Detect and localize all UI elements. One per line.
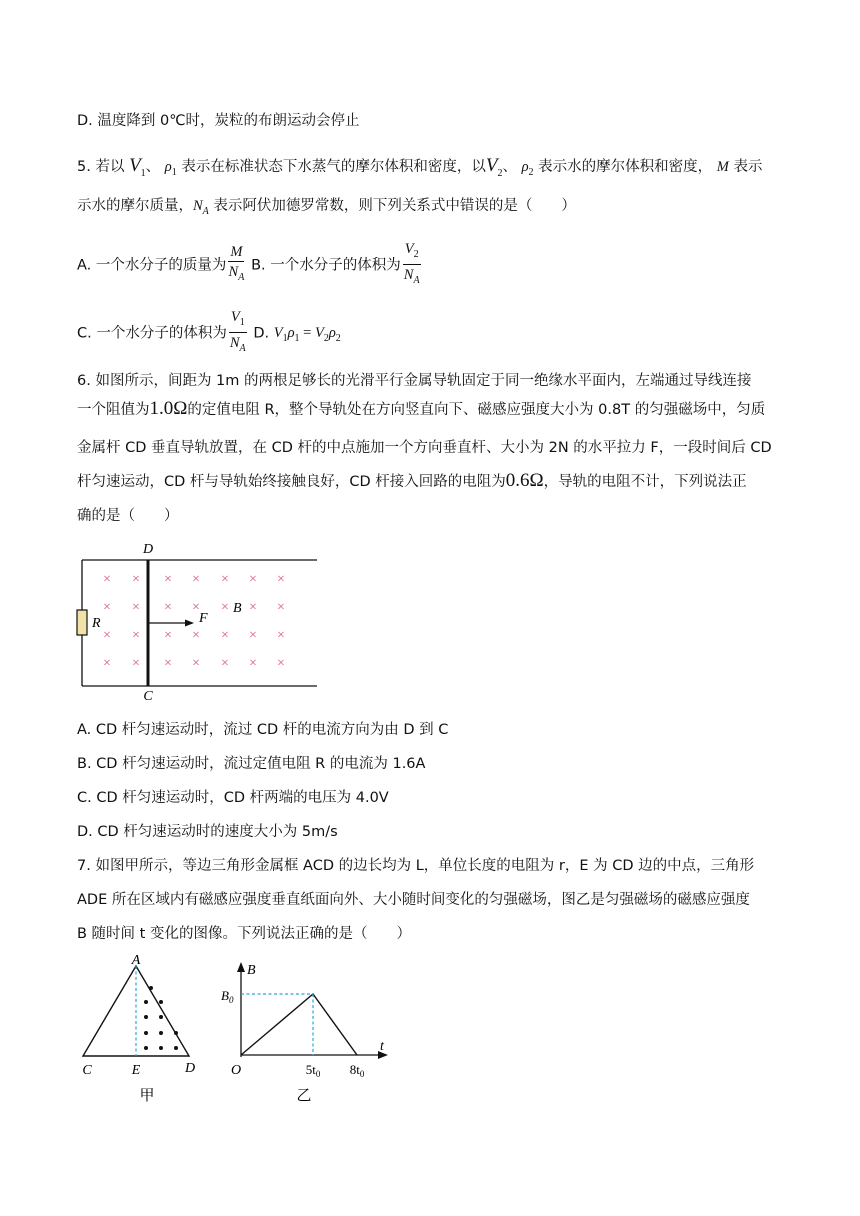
q5-line2 (77, 195, 576, 223)
field-cross: × (277, 600, 285, 615)
field-dot (159, 1015, 163, 1019)
label-c7: C (82, 1063, 92, 1078)
q6-line3: 金属杆 CD 垂直导轨放置，在 CD 杆的中点施加一个方向垂直杆、大小为 2N 的水平拉力 F，一段时间后 CD (77, 440, 772, 456)
q6-option-b: B. CD 杆匀速运动时，流过定值电阻 R 的电流为 1.6A (77, 756, 426, 772)
caption-yi: 乙 (296, 1086, 312, 1104)
q6-line4: 杆匀速运动，CD 杆与导轨始终接触良好，CD 杆接入回路的电阻为0.6Ω，导轨的电阻不计，下列说法正 (77, 470, 747, 491)
label-origin: O (230, 1063, 242, 1078)
label-d: D (142, 542, 154, 557)
symbol-m: M (716, 159, 729, 175)
label-t-axis: t (380, 1039, 384, 1054)
figure-q7-graph (214, 950, 394, 1110)
label-b-axis: B (247, 963, 256, 978)
field-cross: × (221, 656, 229, 671)
field-dot (144, 1000, 148, 1004)
q6-line2: 一个阻值为1.0Ω的定值电阻 R，整个导轨处在方向竖直向下、磁感应强度大小为 0.8T 的匀强磁场中，匀质 (77, 398, 766, 419)
q7-line2: ADE 所在区域内有磁感应强度垂直纸面向外、大小随时间变化的匀强磁场，图乙是匀强磁场的磁感应强度 (77, 892, 750, 908)
symbol-v2: $V_2$ (485, 155, 503, 179)
q6-option-c: C. CD 杆匀速运动时，CD 杆两端的电压为 4.0V (77, 790, 389, 806)
field-cross: × (249, 656, 257, 671)
label-d7: D (184, 1061, 196, 1076)
field-cross: × (192, 600, 200, 615)
field-cross: × (103, 600, 111, 615)
field-cross: × (164, 600, 172, 615)
q5-text: 表示阿伏加德罗常数，则下列关系式中错误的是（ ） (213, 198, 576, 214)
label-f: F (199, 611, 208, 626)
symbol-rho2: $\rho_2$ (521, 159, 534, 178)
label-b0: $B_0$ (221, 988, 234, 1005)
field-cross: × (277, 628, 285, 643)
symbol-v1: $V_1$ (129, 155, 146, 179)
fraction-v1-over-na: $\frac{V_1}{N_A}$ (229, 309, 246, 354)
figure-q6-rails (70, 540, 330, 705)
label-e: E (131, 1063, 141, 1078)
label-r: R (92, 616, 101, 631)
q5-text: 示水的摩尔质量， (77, 198, 193, 214)
resistance-value-r: 1.0Ω (149, 398, 188, 419)
field-cross: × (164, 656, 172, 671)
q5-text: 表示在标准状态下水蒸气的摩尔体积和密度，以 (181, 159, 486, 175)
field-cross: × (103, 628, 111, 643)
field-cross: × (277, 656, 285, 671)
symbol-na: $N_A$ (193, 198, 209, 217)
q5-text: 若以 (95, 159, 125, 175)
field-cross: × (192, 572, 200, 587)
q5-option-c: C. 一个水分子的体积为 (77, 325, 227, 342)
field-dot (149, 986, 153, 990)
q6-line1: 6. 如图所示，间距为 1m 的两根足够长的光滑平行金属导轨固定于同一绝缘水平面内，左端通过导线连接 (77, 373, 752, 389)
label-5t0: $5t_0$ (305, 1062, 321, 1079)
prev-option-d: D. 温度降到 0℃时，炭粒的布朗运动会停止 (77, 113, 360, 129)
label-8t0: $8t_0$ (349, 1062, 365, 1079)
field-dot (174, 1046, 178, 1050)
label-b: B (233, 601, 242, 616)
b-t-curve (241, 994, 357, 1055)
q6-option-a: A. CD 杆匀速运动时，流过 CD 杆的电流方向为由 D 到 C (77, 722, 449, 738)
q5-text: 表示 (733, 159, 763, 175)
field-cross: × (249, 628, 257, 643)
q5-option-a: A. 一个水分子的质量为 (77, 257, 227, 274)
field-cross: × (132, 600, 140, 615)
q6-option-d: D. CD 杆匀速运动时的速度大小为 5m/s (77, 824, 338, 840)
q5-option-b: B. 一个水分子的体积为 (251, 257, 401, 274)
q5-text: 表示水的摩尔体积和密度， (538, 159, 713, 175)
q7-line3: B 随时间 t 变化的图像。下列说法正确的是（ ） (77, 926, 411, 942)
field-dot (144, 1015, 148, 1019)
field-dot (174, 1031, 178, 1035)
field-cross: × (249, 572, 257, 587)
magnetic-field-dots (144, 986, 178, 1050)
field-cross: × (221, 572, 229, 587)
field-cross: × (277, 572, 285, 587)
q5-line1: 5. 若以 $V_1$、 $\rho_1$ 表示在标准状态下水蒸气的摩尔体积和密度，以$V_2$、 $\rho_2$ 表示水的摩尔体积和密度， M 表示 (77, 155, 763, 179)
q5-options-cd (77, 308, 341, 362)
equation-v1rho1-v2rho2: $V_1\rho_1 = V_2\rho_2$ (273, 325, 341, 345)
resistor-r (77, 610, 87, 635)
field-cross: × (132, 572, 140, 587)
field-cross: × (132, 656, 140, 671)
q5-number: 5. (77, 159, 91, 175)
field-dot (159, 1031, 163, 1035)
field-cross: × (221, 628, 229, 643)
label-a: A (131, 953, 141, 968)
q6-line5: 确的是（ ） (77, 508, 179, 524)
q7-line1: 7. 如图甲所示，等边三角形金属框 ACD 的边长均为 L，单位长度的电阻为 r，E 为 CD 边的中点，三角形 (77, 858, 755, 874)
figure-q7-triangle (74, 950, 209, 1110)
field-cross: × (132, 628, 140, 643)
q5-option-d: D. (253, 325, 270, 342)
field-cross: × (221, 600, 229, 615)
field-dot (159, 1046, 163, 1050)
resistance-value-cd: 0.6Ω (505, 470, 544, 491)
fraction-v2-over-na: $\frac{V_2}{N_A}$ (403, 241, 420, 286)
field-cross: × (164, 572, 172, 587)
field-cross: × (103, 572, 111, 587)
field-dot (159, 1000, 163, 1004)
field-dot (144, 1031, 148, 1035)
field-cross: × (249, 600, 257, 615)
field-cross: × (192, 628, 200, 643)
field-cross: × (192, 656, 200, 671)
field-dot (144, 1046, 148, 1050)
fraction-m-over-na: $\frac{M}{N_A}$ (228, 243, 245, 283)
label-c: C (143, 689, 153, 704)
q5-options-ab (77, 240, 423, 291)
field-cross: × (103, 656, 111, 671)
symbol-rho1: $\rho_1$ (164, 159, 177, 178)
field-cross: × (164, 628, 172, 643)
magnetic-field-crosses (103, 572, 285, 671)
caption-jia: 甲 (139, 1086, 155, 1104)
